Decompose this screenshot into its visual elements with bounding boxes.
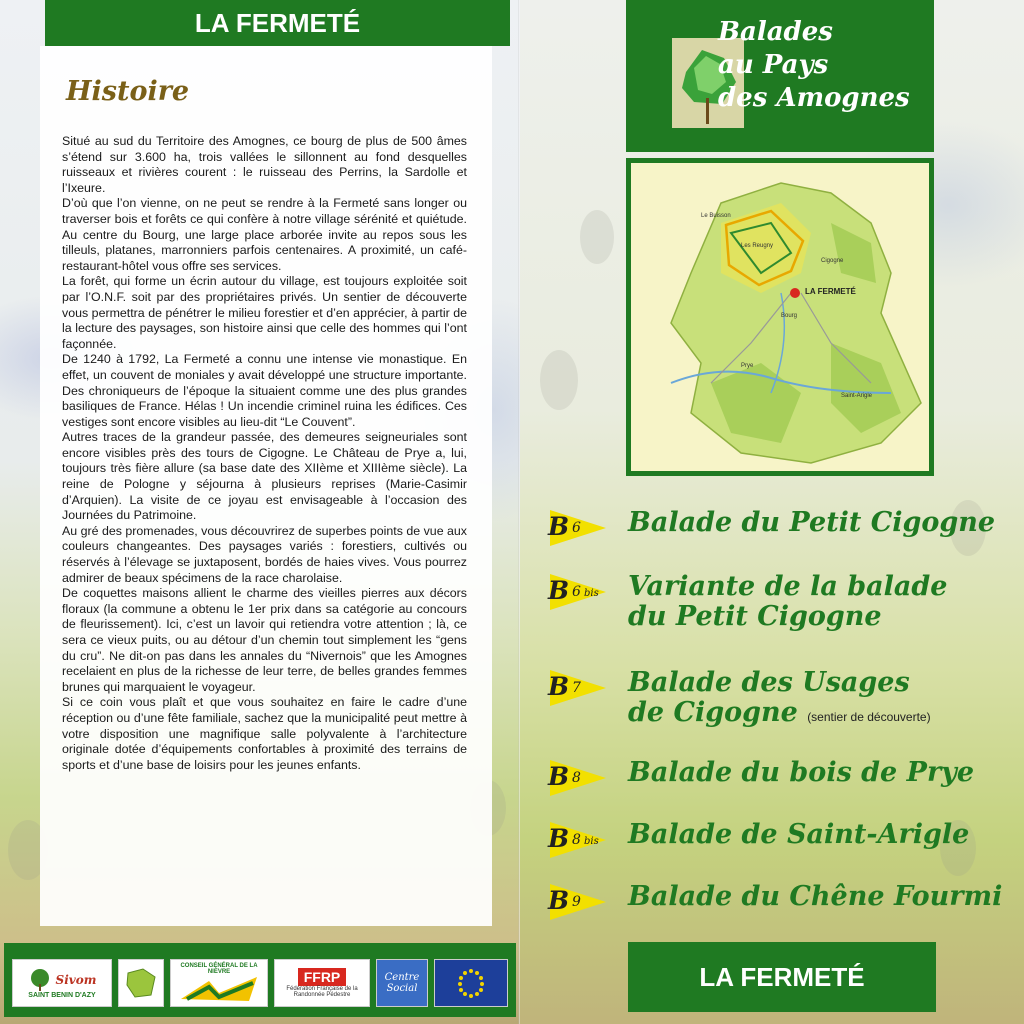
footer-town-title: LA FERMETÉ [628, 942, 936, 1012]
paragraph: D’où que l’on vienne, on ne peut se rendre à la Fermeté sans longer ou traverser bois et forêts ce qui confère à notre village sérénité et quiétude. Au centre du Bourg, une large place arborée invite au repos sous les tilleuls, platanes, marronniers parfois centenaires. A proximité, un café-restaurant-hôtel vous offre ses services. [62, 196, 467, 273]
conseil-general-logo: CONSEIL GÉNÉRAL DE LA NIÈVRE [170, 959, 268, 1007]
walk-item-b7 [550, 668, 1020, 738]
walk-title: Balade du Chêne Fourmi [628, 881, 1003, 912]
ffrp-logo: FFRP Fédération Française de la Randonnée Pédestre [274, 959, 370, 1007]
footprint-decoration [580, 210, 614, 264]
map-illustration [631, 163, 929, 471]
walk-badge: B 8 [550, 760, 612, 796]
footprint-decoration [540, 350, 578, 410]
nievre-swoosh-icon [179, 975, 259, 1003]
history-body [62, 134, 467, 773]
walk-title: Balade de Saint-Arigle [628, 819, 970, 850]
paragraph: De 1240 à 1792, La Fermeté a connu une intense vie monastique. En effet, un couvent de moniales y avait développé une structure importante. Des chroniqueurs de l’époque la situaient comme une des plus grandes basiliques de France. Hélas ! Un incendie criminel ruina les édifices. Ces vestiges sont encore visibles au lieu-dit “Le Couvent”. [62, 352, 467, 429]
section-title: Histoire [66, 76, 190, 107]
history-text-box [40, 46, 492, 926]
walk-title: Variante de la balade du Petit Cigogne [628, 571, 948, 632]
walk-badge: B 9 [550, 884, 612, 920]
paragraph: Situé au sud du Territoire des Amognes, ce bourg de plus de 500 âmes s’étend sur 3.600 ha, trois vallées le sillonnent au fond desquelles ruisseaux et rivières courent : le ruisseau des Perrins, la Sardolle et l’Ixeure. [62, 134, 467, 195]
map-place-label: Bourg [781, 313, 798, 319]
map-place-label: Prye [741, 363, 754, 369]
map-place-label: Saint-Arigle [841, 393, 873, 399]
map-place-label: Les Reugny [741, 243, 774, 249]
header-town-title: LA FERMETÉ [45, 0, 510, 46]
tree-icon [28, 968, 52, 992]
walk-title: Balade du Petit Cigogne [628, 507, 996, 538]
walk-item-b6 [550, 508, 1020, 548]
paragraph: De coquettes maisons allient le charme des vieilles pierres aux décors floraux (la commune a obtenu le 1er prix dans sa catégorie au concours de fleurissement). Ici, c’est un lavoir qui retiendra votre attention ; là, ce sera ce vieux puits, ou au détour d’un chemin tout simplement les “gens du cru”. Ne dit-on pas dans les annales du “Nivernois” que les Amognes recelaient en plus de la richesse de leur terre, de belles grandes femmes brunes qui marquaient le voyageur. [62, 586, 467, 694]
walk-badge: B 8 bis [550, 822, 612, 858]
walk-badge: B 6 bis [550, 574, 612, 610]
centre-social-logo: Centre Social [376, 959, 428, 1007]
balades-header [626, 0, 934, 152]
eu-stars-icon [441, 963, 501, 1003]
town-marker [790, 288, 800, 298]
paragraph: Au gré des promenades, vous découvrirez de superbes points de vue aux couleurs changeantes. Des paysages variés : forestiers, cultivés ou réservés à l’élevage se juxtaposent, bordés de haies vives. Vous pourrez admirer de beaux spécimens de la race charolaise. [62, 523, 468, 585]
paragraph: Autres traces de la grandeur passée, des demeures seigneuriales sont encore visibles près des tours de Cigogne. Le Château de Prye a, lui, toujours très fière allure (sa base date des XIIème et XIIIème siècle). La reine de Pologne y séjourna à plusieurs reprises (Marie-Casimir d’Arquien). La visite de ce joyau est envisageable à l’occasion des Journées du Patrimoine. [62, 430, 467, 523]
right-panel [520, 0, 1024, 1024]
balades-title: Balades au Pays des Amognes [718, 17, 910, 113]
walk-badge: B 7 [550, 670, 612, 706]
eu-flag-logo [434, 959, 508, 1007]
walk-title: Balade des Usages de Cigogne (sentier de découverte) [628, 667, 931, 728]
map-place-label: Cigogne [821, 258, 844, 264]
walk-title: Balade du bois de Prye [628, 757, 975, 788]
map-shape-icon [123, 965, 159, 1001]
walk-note: (sentier de découverte) [807, 710, 931, 724]
map-place-label: Le Buisson [701, 213, 731, 219]
walk-item-b8bis [550, 820, 1020, 860]
paragraph: Si ce coin vous plaît et que vous souhaitez en faire le cadre d’une réception ou d’une fête familiale, sachez que la municipalité peut mettre à votre disposition une magnifique salle polyvalente à l’architecture originale dotée d’équipements confortables à proximité des terrains de sports et d’une base de loisirs pour les jeunes enfants. [62, 695, 467, 772]
walk-item-b9 [550, 882, 1020, 922]
walk-item-b6bis [550, 572, 1020, 642]
amognes-map-logo [118, 959, 164, 1007]
walk-badge: B 6 [550, 510, 612, 546]
sponsor-logo-bar [4, 943, 516, 1017]
sivom-logo: Sivom SAINT BENIN D'AZY [12, 959, 112, 1007]
paragraph: La forêt, qui forme un écrin autour du village, est toujours exploitée soit par l’O.N.F. soit par des propriétaires privés. Un sentier de découverte vous permettra de pénétrer le milieu forestier et d’en apprécier, à partir de la lecture des paysages, son histoire ainsi que celle des hommes qui l’ont façonnée. [62, 274, 467, 351]
map-town-label: LA FERMETÉ [805, 287, 856, 296]
walks-map [626, 158, 934, 476]
walk-item-b8 [550, 758, 1020, 798]
